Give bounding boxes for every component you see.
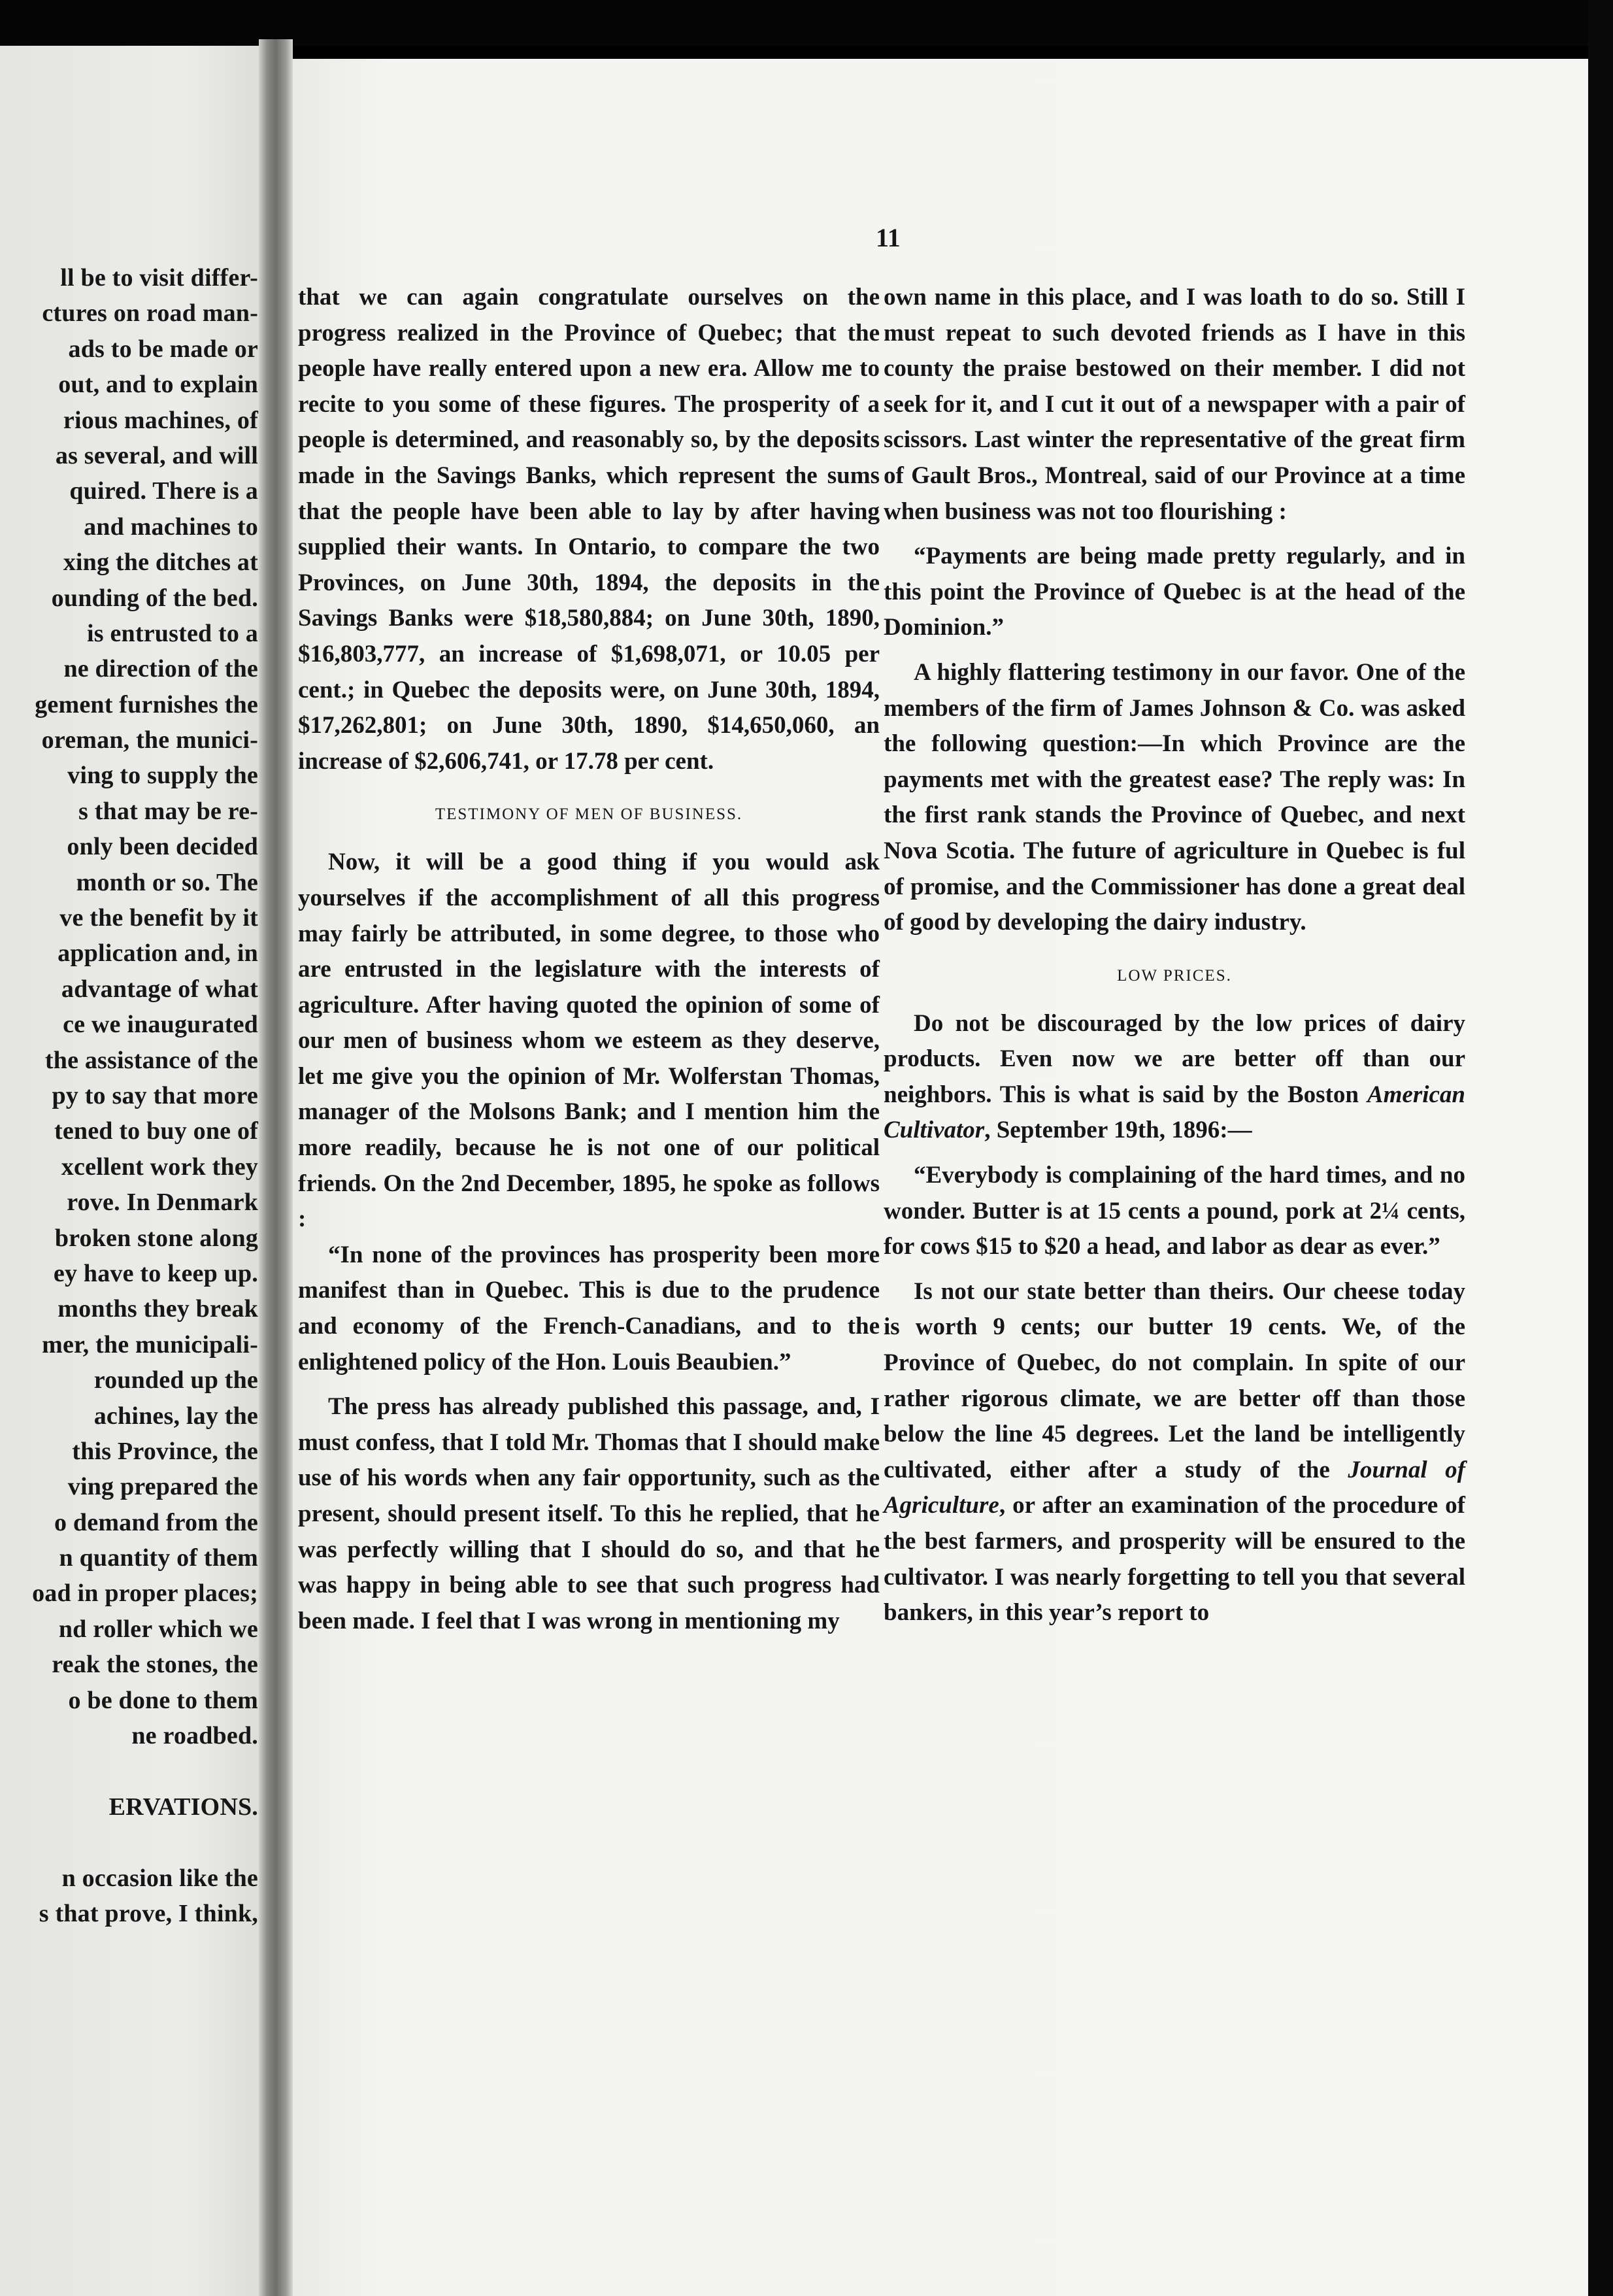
left-fragment-line: as several, and will xyxy=(55,441,258,469)
left-fragment-line: ey have to keep up. xyxy=(53,1259,258,1287)
publication-title: American Cultivator xyxy=(884,1081,1465,1144)
quotation: “Everybody is complaining of the hard times, and no wonder. Butter is at 15 cents a pound, pork at 2¼ cents, for cows $15 to $20 a head, and labor as dear as ever.” xyxy=(884,1162,1465,1260)
scan-border-top xyxy=(0,0,1613,46)
left-fragment-line: s that may be re- xyxy=(78,797,258,825)
left-page-text-fragment xyxy=(0,260,258,1931)
left-fragment-line: o demand from the xyxy=(54,1508,258,1536)
left-fragment-line: ving to supply the xyxy=(67,762,258,790)
left-fragment-line: broken stone along xyxy=(54,1224,258,1252)
left-fragment-line: ads to be made or xyxy=(68,335,258,363)
page-number: 11 xyxy=(876,223,901,252)
left-fragment-line: quired. There is a xyxy=(69,477,258,505)
left-page xyxy=(0,46,261,2296)
left-fragment-line: rounded up the xyxy=(93,1366,258,1394)
left-fragment-line: advantage of what xyxy=(61,975,258,1003)
left-fragment-line: gement furnishes the xyxy=(35,690,258,718)
left-fragment-line: n quantity of them xyxy=(59,1544,258,1572)
left-fragment-line: this Province, the xyxy=(72,1437,258,1465)
quotation: “Payments are being made pretty regularly, and in this point the Province of Quebec is at the head of the Dominion.” xyxy=(884,543,1465,641)
left-fragment-line: tened to buy one of xyxy=(54,1117,258,1145)
left-fragment-line: reak the stones, the xyxy=(52,1651,258,1679)
left-fragment-line: o be done to them xyxy=(68,1686,258,1714)
publication-title: Journal of Agriculture xyxy=(884,1456,1466,1519)
left-fragment-line: out, and to explain xyxy=(58,371,258,399)
left-fragment-line: xing the ditches at xyxy=(63,549,258,577)
left-fragment-line: ve the benefit by it xyxy=(59,904,258,932)
left-fragment-line: ERVATIONS. xyxy=(108,1793,258,1821)
left-fragment-line: ctures on road man- xyxy=(42,299,258,328)
paragraph: The press has already published this passage, and, I must confess, that I told Mr. Thomas that I should make use of his words when any fair opportunity, such as the present, should present itself. To this he replied, that he was perfectly willing that I should do so, and that he was happy in being able to see that such progress had been made. I feel that I was wrong in mentioning my xyxy=(298,1393,880,1634)
left-fragment-line: ll be to visit differ- xyxy=(60,264,258,292)
left-fragment-line: n occasion like the xyxy=(61,1864,258,1892)
left-fragment-line: ne direction of the xyxy=(63,655,258,683)
column-left xyxy=(298,280,880,1639)
left-fragment-line: months they break xyxy=(58,1295,258,1323)
section-heading: LOW PRICES. xyxy=(1117,966,1232,985)
left-fragment-line: py to say that more xyxy=(52,1081,258,1109)
left-fragment-line xyxy=(0,1825,258,1860)
left-fragment-line: oad in proper places; xyxy=(32,1579,258,1608)
left-fragment-line: mer, the municipali- xyxy=(42,1330,258,1359)
left-fragment-line: achines, lay the xyxy=(93,1402,258,1430)
left-fragment-line: the assistance of the xyxy=(44,1046,258,1074)
left-fragment-line: rove. In Denmark xyxy=(67,1189,258,1217)
paragraph: Do not be discouraged by the low prices of dairy products. Even now we are better off than our neighbors. This is what is said by the Boston American Cultivator, September 19th, 1896:— xyxy=(884,1009,1465,1144)
left-fragment-line xyxy=(0,1753,258,1789)
paragraph: Now, it will be a good thing if you would ask yourselves if the accomplishment of all this progress may fairly be attributed, in some degree, to those who are entrusted in the legislature with the interests of agriculture. After having quoted the opinion of some of our men of business whom we esteem as they deserve, let me give you the opinion of Mr. Wolferstan Thomas, manager of the Molsons Bank; and I mention him the more readily, because he is not one of our political friends. On the 2nd December, 1895, he spoke as follows : xyxy=(298,849,880,1233)
paragraph: that we can again congratulate ourselves on the progress realized in the Province of Quebec; that the people have really entered upon a new era. Allow me to recite to you some of these figures. The prosperity of a people is determined, and reasonably so, by the deposits made in the Savings Banks, which represent the sums that the people have been able to lay by after having supplied their wants. In Ontario, to compare the two Provinces, on June 30th, 1894, the deposits in the Savings Banks were $18,580,884; on June 30th, 1890, $16,803,777, an increase of $1,698,071, or 10.05 per cent.; in Quebec the deposits were, on June 30th, 1894, $17,262,801; on June 30th, 1890, $14,650,060, an increase of $2,606,741, or 17.78 per cent. xyxy=(298,284,880,775)
quotation: “In none of the provinces has prosperity been more manifest than in Quebec. This is due to the prudence and economy of the French-Canadians, and to the enlightened policy of the Hon. Louis Beaubien.” xyxy=(298,1241,880,1376)
left-fragment-line: s that prove, I think, xyxy=(39,1899,258,1927)
section-heading: TESTIMONY OF MEN OF BUSINESS. xyxy=(435,805,743,824)
left-fragment-line: month or so. The xyxy=(76,868,258,896)
left-fragment-line: only been decided xyxy=(67,833,258,861)
left-fragment-line: nd roller which we xyxy=(58,1615,258,1643)
left-fragment-line: oreman, the munici- xyxy=(41,726,258,754)
paragraph: Is not our state better than theirs. Our cheese today is worth 9 cents; our butter 19 cents. We, of the Province of Quebec, do not complain. In spite of our rather rigorous climate, we are better off than those below the line 45 degrees. Let the land be intelligently cultivated, either after a study of the Journal of Agriculture, or after an examination of the procedure of the best farmers, and prosperity will be ensured to the cultivator. I was nearly forgetting to tell you that several bankers, in this year’s report to xyxy=(884,1277,1466,1627)
left-fragment-line: ounding of the bed. xyxy=(51,584,258,612)
left-fragment-line: is entrusted to a xyxy=(87,619,258,647)
paragraph: A highly flattering testimony in our favor. One of the members of the firm of James Johnson & Co. was asked the following question:—In which Province are the payments met with the greatest ease? The reply was: In the first rank stands the Province of Quebec, and next Nova Scotia. The future of agriculture in Quebec is ful of promise, and the Commissioner has done a great deal of good by developing the dairy industry. xyxy=(884,658,1465,936)
left-fragment-line: ne roadbed. xyxy=(131,1722,258,1750)
left-fragment-line: ving prepared the xyxy=(67,1473,258,1501)
left-fragment-line: rious machines, of xyxy=(63,406,258,434)
scan-border-right xyxy=(1588,0,1613,2296)
left-fragment-line: ce we inaugurated xyxy=(63,1011,258,1039)
left-fragment-line: xcellent work they xyxy=(61,1153,258,1181)
left-fragment-line: application and, in xyxy=(58,939,258,968)
column-right xyxy=(884,280,1465,1631)
paragraph: own name in this place, and I was loath to do so. Still I must repeat to such devoted friends as I have in this county the praise bestowed on their member. I did not seek for it, and I cut it out of a newspaper with a pair of scissors. Last winter the representative of the great firm of Gault Bros., Montreal, said of our Province at a time when business was not too flourishing : xyxy=(884,284,1465,525)
book-spine xyxy=(259,39,293,2296)
left-fragment-line: and machines to xyxy=(84,513,258,541)
